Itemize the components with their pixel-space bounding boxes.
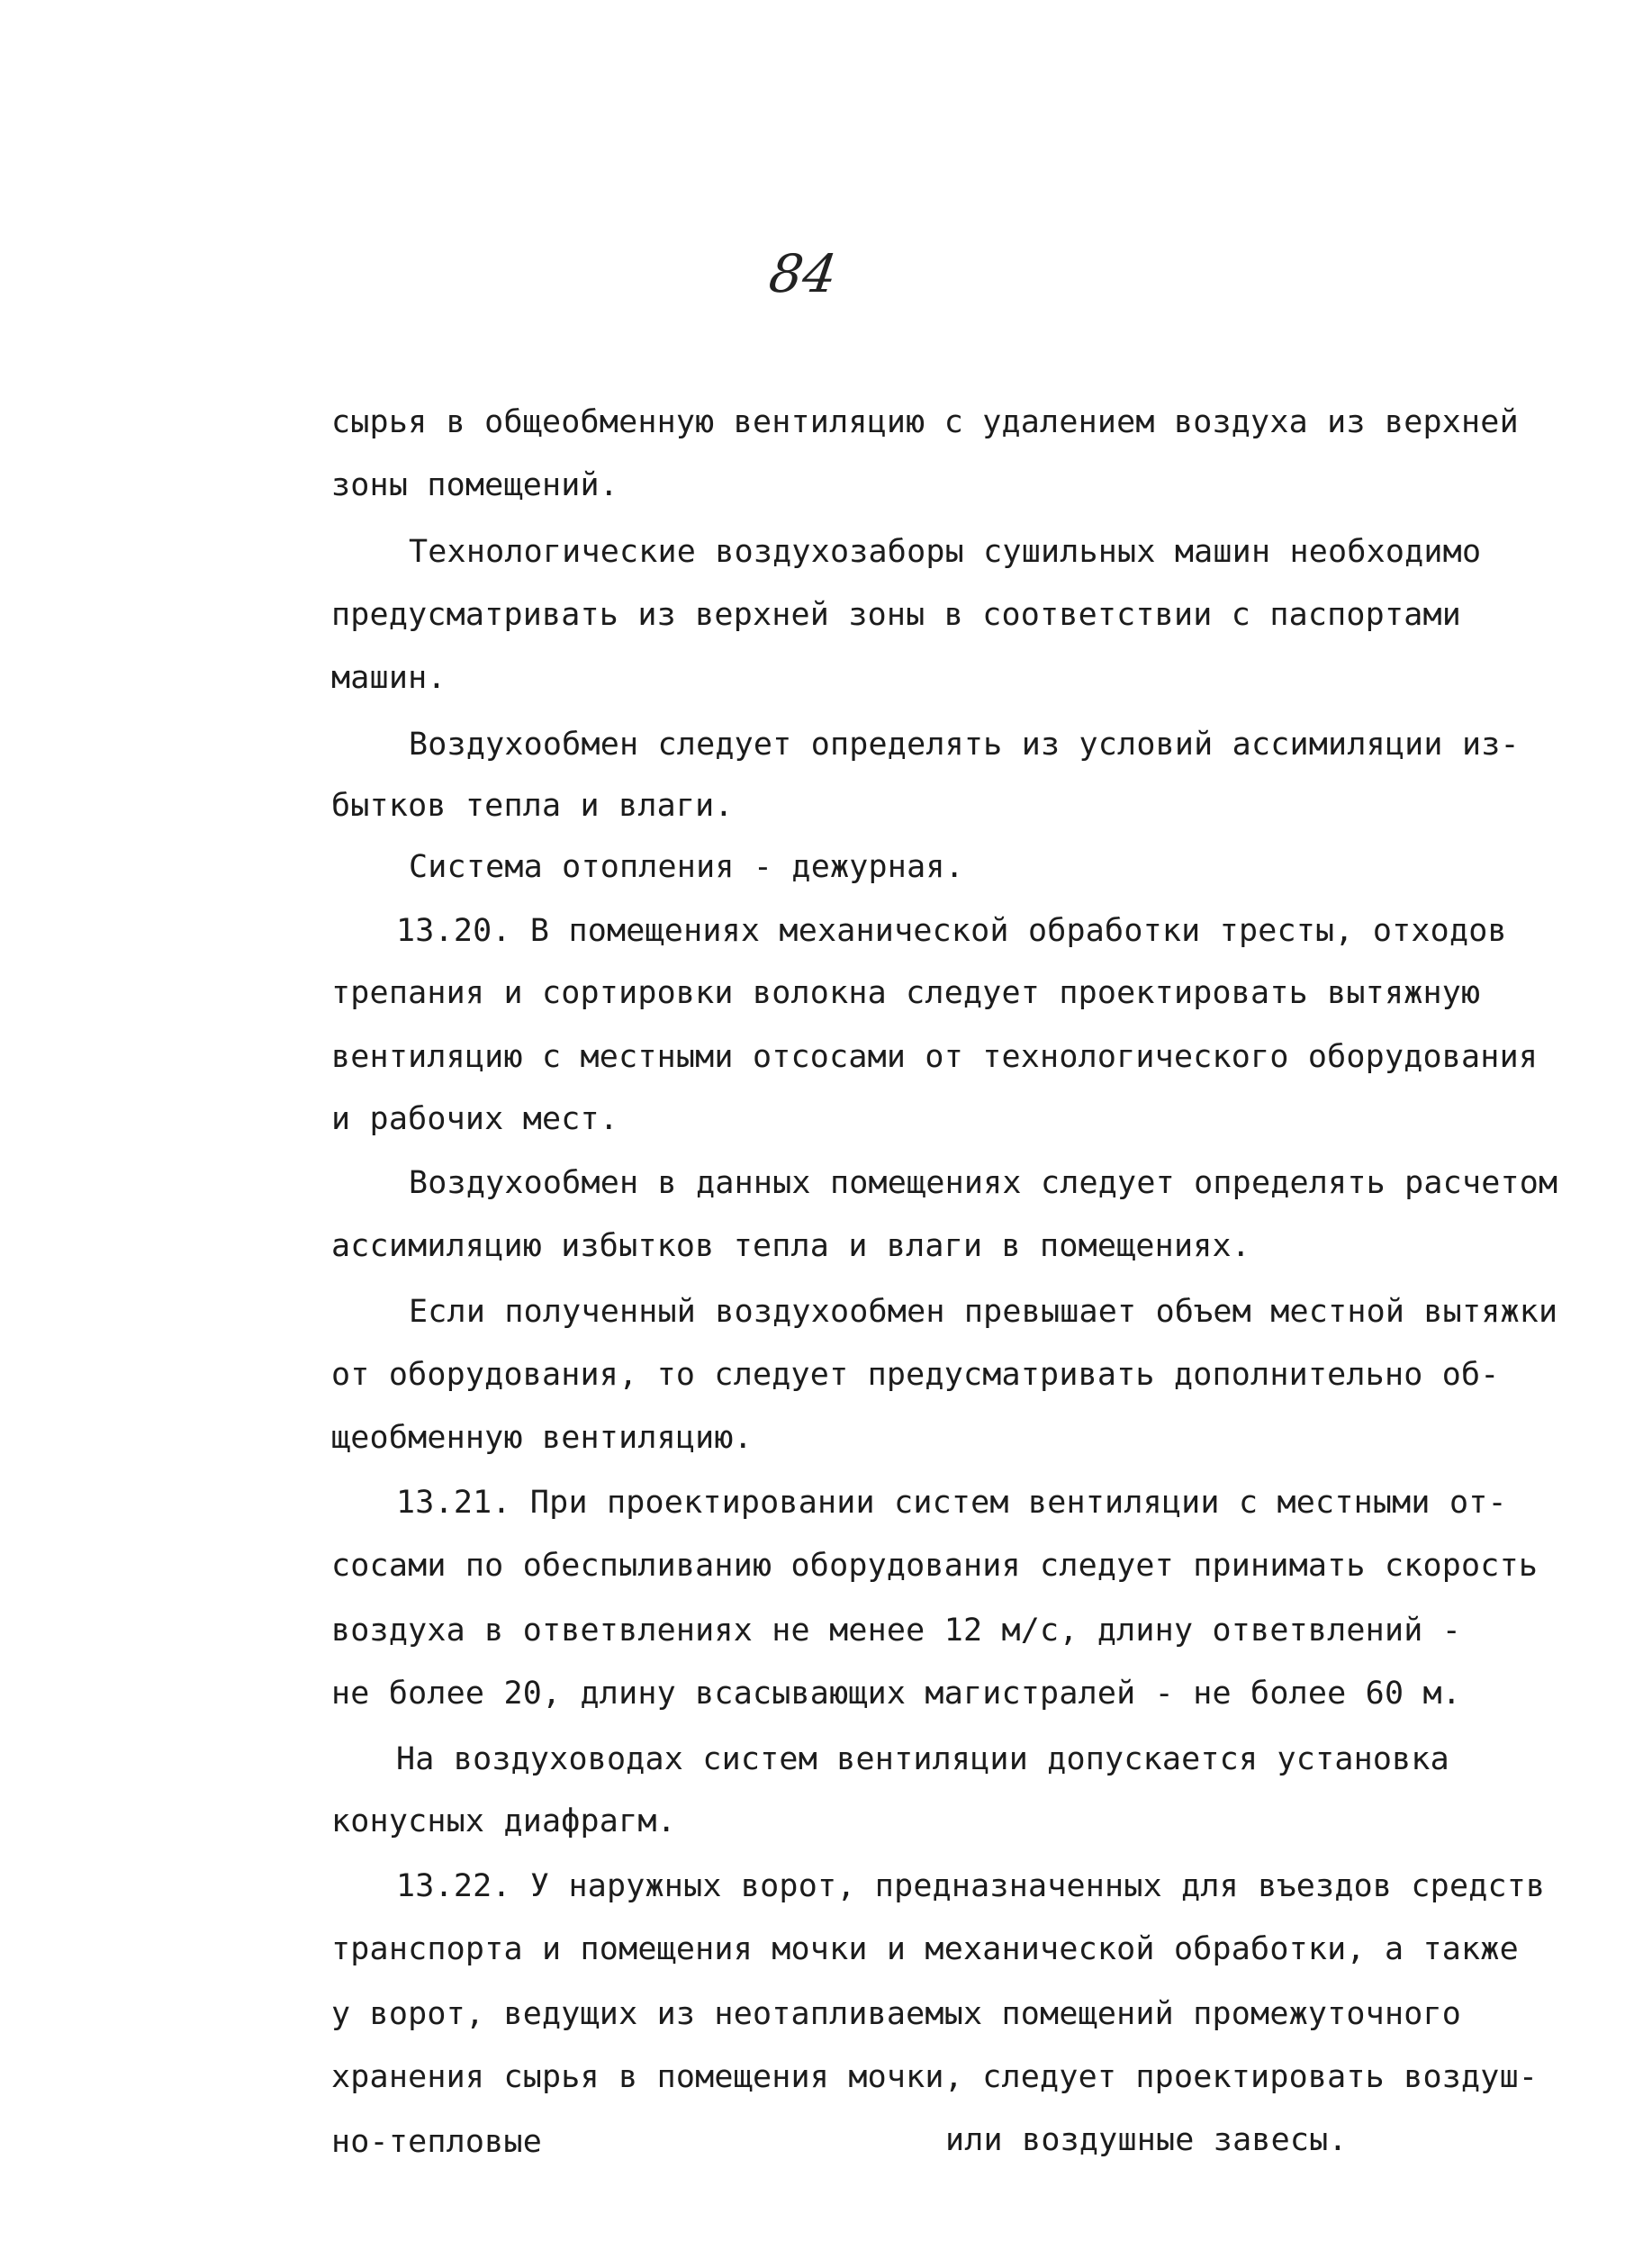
text-line: сосами по обеспыливанию оборудования следует принимать скорость — [331, 1548, 1539, 1584]
text-line: 13.21. При проектировании систем вентиляции с местными от- — [396, 1485, 1507, 1521]
text-line: Если полученный воздухообмен превышает объем местной вытяжки — [409, 1294, 1558, 1330]
text-line: и рабочих мест. — [331, 1101, 619, 1137]
text-line: зоны помещений. — [331, 467, 619, 503]
text-line: Система отопления - дежурная. — [409, 849, 964, 885]
text-line: от оборудования, то следует предусматривать дополнительно об- — [331, 1357, 1500, 1393]
text-line: Технологические воздухозаборы сушильных машин необходимо — [409, 534, 1482, 570]
text-line: ассимиляцию избытков тепла и влаги в помещениях. — [331, 1228, 1251, 1264]
text-line: щеобменную вентиляцию. — [331, 1420, 753, 1456]
page-number: 84 — [765, 243, 841, 304]
text-line: вентиляцию с местными отсосами от технологического оборудования — [331, 1039, 1539, 1075]
text-line: Воздухообмен следует определять из условий ассимиляции из- — [409, 727, 1520, 763]
text-line: На воздуховодах систем вентиляции допускается установка — [396, 1741, 1449, 1777]
text-line: 13.22. У наружных ворот, предназначенных для въездов средств — [396, 1868, 1546, 1904]
text-line: но-тепловые — [331, 2124, 542, 2160]
text-line: Воздухообмен в данных помещениях следует определять расчетом — [409, 1165, 1558, 1201]
text-line: бытков тепла и влаги. — [331, 788, 734, 824]
text-line: конусных диафрагм. — [331, 1803, 676, 1839]
text-line: сырья в общеобменную вентиляцию с удалением воздуха из верхней — [331, 404, 1519, 440]
text-line: воздуха в ответвлениях не менее 12 м/с, длину ответвлений - — [331, 1613, 1462, 1649]
text-line: предусматривать из верхней зоны в соответствии с паспортами — [331, 597, 1462, 633]
text-line: не более 20, длину всасывающих магистралей - не более 60 м. — [331, 1676, 1462, 1712]
text-line: у ворот, ведущих из неотапливаемых помещений промежуточного — [331, 1996, 1462, 2032]
text-line: трепания и сортировки волокна следует проектировать вытяжную — [331, 975, 1481, 1011]
text-line: или воздушные завесы. — [945, 2122, 1348, 2158]
text-line: хранения сырья в помещения мочки, следует проектировать воздуш- — [331, 2059, 1539, 2095]
text-line: транспорта и помещения мочки и механической обработки, а также — [331, 1931, 1519, 1967]
text-line: 13.20. В помещениях механической обработки тресты, отходов — [396, 913, 1507, 949]
text-line: машин. — [331, 660, 447, 696]
